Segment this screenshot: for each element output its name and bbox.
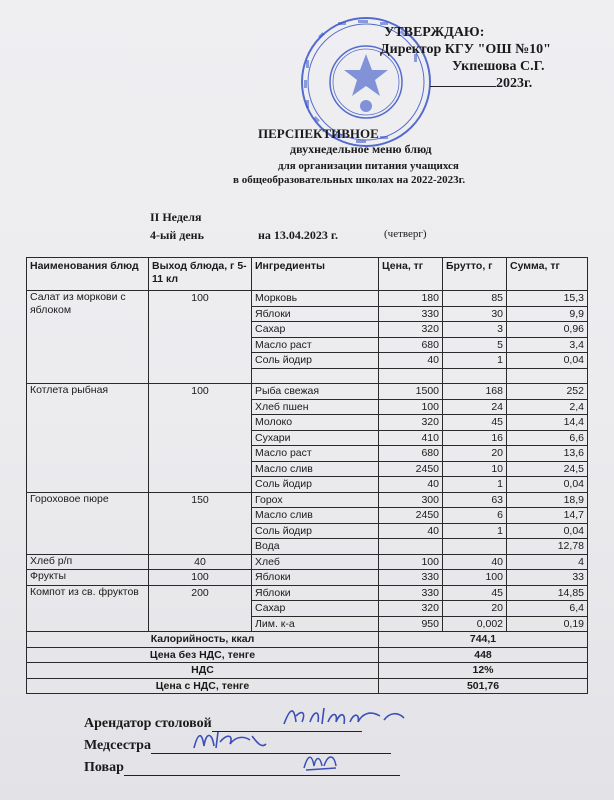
dish-output-cell: 40	[149, 554, 252, 570]
handwritten-signature-tenant	[280, 702, 410, 732]
header-dish-name: Наименования блюд	[27, 258, 149, 291]
ingredient-cell: Хлеб пшен	[252, 399, 379, 415]
dish-output-cell: 100	[149, 384, 252, 493]
ingredient-cell: Соль йодир	[252, 477, 379, 493]
price-cell: 40	[379, 353, 443, 369]
ingredient-cell: Яблоки	[252, 585, 379, 601]
price-cell: 40	[379, 477, 443, 493]
approval-block	[380, 24, 580, 92]
header-ingredients: Ингредиенты	[252, 258, 379, 291]
gross-cell: 10	[443, 461, 507, 477]
sum-cell: 252	[507, 384, 588, 400]
price-cell: 2450	[379, 461, 443, 477]
header-price: Цена, тг	[379, 258, 443, 291]
dish-output-cell: 200	[149, 585, 252, 632]
header-sum: Сумма, тг	[507, 258, 588, 291]
handwritten-signature-nurse	[190, 726, 270, 754]
totals-label: Калорийность, ккал	[27, 632, 379, 648]
sum-cell: 0,04	[507, 523, 588, 539]
totals-value: 448	[379, 647, 588, 663]
price-cell: 320	[379, 322, 443, 338]
price-cell: 680	[379, 446, 443, 462]
ingredient-cell: Соль йодир	[252, 353, 379, 369]
header-output: Выход блюда, г 5-11 кл	[149, 258, 252, 291]
ingredient-cell: Масло раст	[252, 446, 379, 462]
gross-cell: 40	[443, 554, 507, 570]
gross-cell	[443, 368, 507, 384]
price-cell: 40	[379, 523, 443, 539]
sum-cell: 0,04	[507, 477, 588, 493]
table-row	[27, 291, 588, 307]
totals-table-body	[27, 632, 588, 694]
price-cell: 950	[379, 616, 443, 632]
approval-year	[380, 75, 580, 92]
ingredient-cell: Масло раст	[252, 337, 379, 353]
signature-tenant-label: Арендатор столовой	[84, 716, 212, 731]
gross-cell: 20	[443, 446, 507, 462]
dish-output-cell: 100	[149, 570, 252, 586]
price-cell: 330	[379, 585, 443, 601]
dish-name-cell: Салат из моркови с яблоком	[27, 291, 149, 384]
price-cell	[379, 368, 443, 384]
dish-name-cell: Котлета рыбная	[27, 384, 149, 493]
totals-label: Цена с НДС, тенге	[27, 678, 379, 694]
ingredient-cell: Сахар	[252, 322, 379, 338]
header-gross: Брутто, г	[443, 258, 507, 291]
dish-output-cell: 100	[149, 291, 252, 384]
weekday-label: (четверг)	[384, 228, 427, 240]
gross-cell: 16	[443, 430, 507, 446]
document-scope: в общеобразовательных школах на 2022-2023г.	[233, 174, 466, 186]
price-cell: 320	[379, 415, 443, 431]
gross-cell: 100	[443, 570, 507, 586]
sum-cell: 18,9	[507, 492, 588, 508]
price-cell: 100	[379, 554, 443, 570]
ingredient-cell: Горох	[252, 492, 379, 508]
day-label: 4-ый день	[150, 228, 204, 242]
table-row	[27, 554, 588, 570]
menu-table-body	[27, 291, 588, 632]
ingredient-cell: Яблоки	[252, 570, 379, 586]
totals-row	[27, 632, 588, 648]
approval-year-text: 2023г.	[496, 76, 533, 91]
gross-cell: 20	[443, 601, 507, 617]
totals-row	[27, 647, 588, 663]
sum-cell: 14,4	[507, 415, 588, 431]
gross-cell: 1	[443, 353, 507, 369]
signature-cook-label: Повар	[84, 760, 124, 775]
price-cell: 1500	[379, 384, 443, 400]
dish-name-cell: Компот из св. фруктов	[27, 585, 149, 632]
totals-label: НДС	[27, 663, 379, 679]
price-cell: 330	[379, 570, 443, 586]
price-cell	[379, 539, 443, 555]
dish-name-cell: Хлеб р/п	[27, 554, 149, 570]
ingredient-cell	[252, 368, 379, 384]
price-cell: 180	[379, 291, 443, 307]
gross-cell: 5	[443, 337, 507, 353]
price-cell: 300	[379, 492, 443, 508]
sum-cell: 14,7	[507, 508, 588, 524]
sum-cell	[507, 368, 588, 384]
totals-value: 744,1	[379, 632, 588, 648]
sum-cell: 0,04	[507, 353, 588, 369]
dish-name-cell: Гороховое пюре	[27, 492, 149, 554]
dish-name-cell: Фрукты	[27, 570, 149, 586]
price-cell: 2450	[379, 508, 443, 524]
date-label: на 13.04.2023 г.	[258, 228, 339, 242]
sum-cell: 2,4	[507, 399, 588, 415]
table-row	[27, 492, 588, 508]
sum-cell: 13,6	[507, 446, 588, 462]
handwritten-signature-cook	[300, 748, 340, 774]
table-row	[27, 384, 588, 400]
gross-cell: 63	[443, 492, 507, 508]
document-purpose: для организации питания учащихся	[278, 160, 459, 172]
price-cell: 330	[379, 306, 443, 322]
menu-table	[26, 257, 588, 694]
gross-cell: 85	[443, 291, 507, 307]
sum-cell: 9,9	[507, 306, 588, 322]
sum-cell: 3,4	[507, 337, 588, 353]
gross-cell: 0,002	[443, 616, 507, 632]
totals-label: Цена без НДС, тенге	[27, 647, 379, 663]
totals-row	[27, 663, 588, 679]
gross-cell	[443, 539, 507, 555]
gross-cell: 6	[443, 508, 507, 524]
gross-cell: 24	[443, 399, 507, 415]
sum-cell: 6,4	[507, 601, 588, 617]
price-cell: 680	[379, 337, 443, 353]
ingredient-cell: Масло слив	[252, 508, 379, 524]
sum-cell: 15,3	[507, 291, 588, 307]
sum-cell: 0,96	[507, 322, 588, 338]
approval-position: Директор КГУ "ОШ №10"	[380, 42, 551, 57]
document-subtitle: двухнедельное меню блюд	[290, 142, 432, 156]
table-row	[27, 585, 588, 601]
gross-cell: 45	[443, 585, 507, 601]
gross-cell: 3	[443, 322, 507, 338]
ingredient-cell: Хлеб	[252, 554, 379, 570]
week-label: II Неделя	[150, 210, 202, 224]
signature-cook	[84, 760, 400, 776]
signature-nurse-label: Медсестра	[84, 738, 151, 753]
table-row	[27, 570, 588, 586]
ingredient-cell: Масло слив	[252, 461, 379, 477]
gross-cell: 30	[443, 306, 507, 322]
price-cell: 100	[379, 399, 443, 415]
sum-cell: 14,85	[507, 585, 588, 601]
price-cell: 410	[379, 430, 443, 446]
ingredient-cell: Лим. к-а	[252, 616, 379, 632]
sum-cell: 6,6	[507, 430, 588, 446]
price-cell: 320	[379, 601, 443, 617]
ingredient-cell: Морковь	[252, 291, 379, 307]
ingredient-cell: Вода	[252, 539, 379, 555]
approval-name: Укпешова С.Г.	[452, 59, 545, 74]
sum-cell: 33	[507, 570, 588, 586]
ingredient-cell: Соль йодир	[252, 523, 379, 539]
ingredient-cell: Рыба свежая	[252, 384, 379, 400]
gross-cell: 1	[443, 523, 507, 539]
sum-cell: 4	[507, 554, 588, 570]
sum-cell: 24,5	[507, 461, 588, 477]
gross-cell: 1	[443, 477, 507, 493]
approval-heading: УТВЕРЖДАЮ:	[384, 25, 485, 40]
ingredient-cell: Яблоки	[252, 306, 379, 322]
totals-row	[27, 678, 588, 694]
sum-cell: 0,19	[507, 616, 588, 632]
gross-cell: 168	[443, 384, 507, 400]
document-title: ПЕРСПЕКТИВНОЕ	[258, 126, 379, 141]
gross-cell: 45	[443, 415, 507, 431]
ingredient-cell: Молоко	[252, 415, 379, 431]
table-header-row	[27, 258, 588, 291]
totals-value: 12%	[379, 663, 588, 679]
ingredient-cell: Сухари	[252, 430, 379, 446]
totals-value: 501,76	[379, 678, 588, 694]
dish-output-cell: 150	[149, 492, 252, 554]
sum-cell: 12,78	[507, 539, 588, 555]
ingredient-cell: Сахар	[252, 601, 379, 617]
